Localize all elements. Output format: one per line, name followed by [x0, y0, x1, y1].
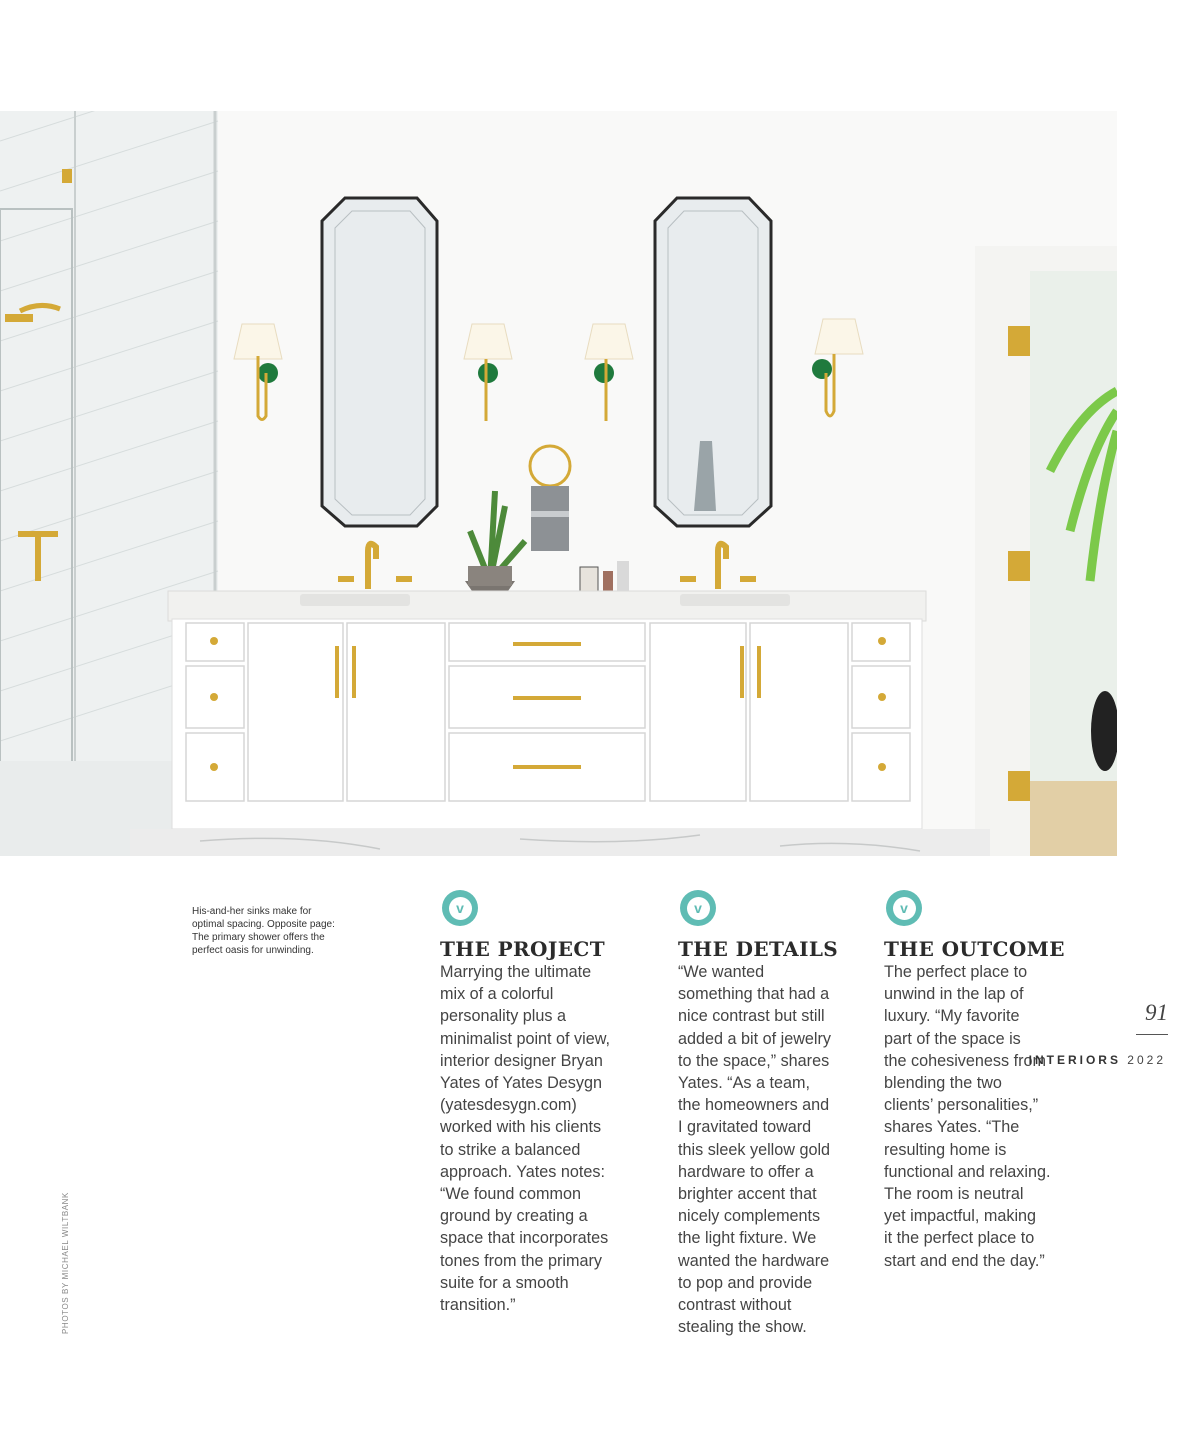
running-footer [1029, 1053, 1166, 1067]
photo-caption: His-and-her sinks make for optimal spacing. Opposite page: The primary shower offers the perfect oasis for unwinding. [192, 906, 335, 956]
right-mirror [655, 198, 771, 526]
v-badge-icon [442, 890, 478, 926]
section-body: Marrying the ultimate mix of a colorful personality plus a minimalist point of view, interior designer Bryan Yates of Yates Desygn (yatesdesygn.com) worked with his clients to strike a balanced approach. Yates notes: “We found common ground by creating a space that incorporates tones from the primary suite for a smooth transition.” [440, 963, 611, 1315]
section-body: “We wanted something that had a nice contrast but still added a bit of jewelry to the space,” shares Yates. “As a team, the homeowners and I gravitated toward this sleek yellow gold hardware to offer a brighter accent that nicely complements the light fixture. We wanted the hardware to pop and provide contrast without stealing the show. [678, 963, 831, 1337]
magazine-name: INTERIORS [1028, 1053, 1121, 1067]
v-badge-icon [680, 890, 716, 926]
section-details [678, 890, 878, 1338]
bathroom-illustration [0, 111, 1117, 856]
badge-letter: v [687, 897, 710, 920]
section-title: THE OUTCOME [884, 937, 1065, 961]
photo-credit: PHOTOS BY MICHAEL WILTBANK [61, 1192, 70, 1334]
page-number-rule [1136, 1034, 1168, 1035]
section-title: THE DETAILS [678, 937, 839, 961]
section-body: The perfect place to unwind in the lap of luxury. “My favorite part of the space is the cohesiveness from blending the two clients’ personalities,” shares Yates. “The resulting home is functional and relaxing. The room is neutral yet impactful, making it the perfect place to start and end the day.” [884, 963, 1051, 1270]
issue-year: 2022 [1127, 1053, 1166, 1067]
left-mirror [322, 198, 437, 526]
section-outcome [884, 890, 1084, 1272]
badge-letter: v [449, 897, 472, 920]
badge-letter: v [893, 897, 916, 920]
bathroom-vanity-photo [0, 111, 1117, 856]
section-project [440, 890, 670, 1316]
section-title: THE PROJECT [440, 937, 605, 961]
page-number: 91 [1145, 1000, 1168, 1025]
v-badge-icon [886, 890, 922, 926]
